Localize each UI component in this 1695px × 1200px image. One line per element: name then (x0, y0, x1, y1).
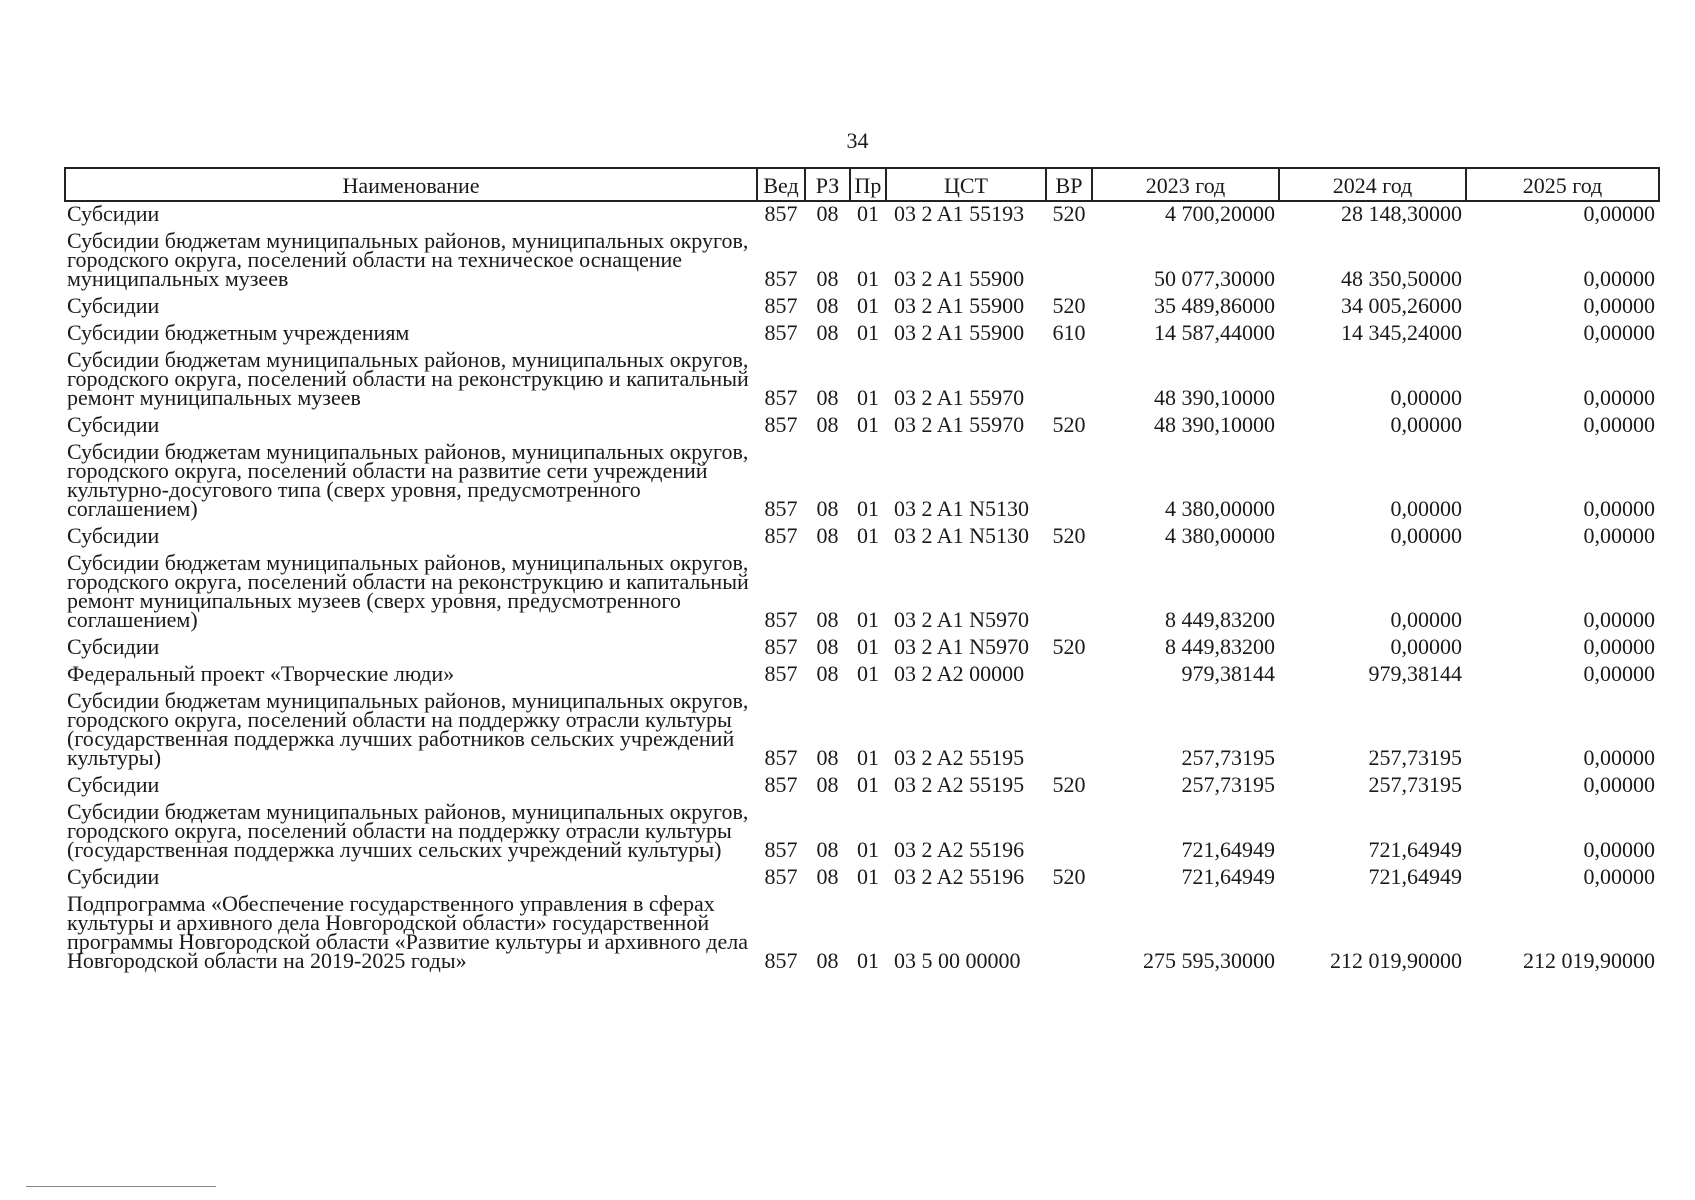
cell-2023: 14 587,44000 (1154, 321, 1275, 345)
cell-2023: 257,73195 (1181, 773, 1275, 797)
cell-2024: 0,00000 (1390, 635, 1462, 659)
table-row (65, 321, 1659, 348)
cell-2025: 0,00000 (1583, 201, 1655, 226)
header-vr: ВР (1046, 168, 1092, 201)
cell-cst: 03 2 A2 00000 (894, 662, 1025, 686)
cell-name: Субсидии (67, 635, 160, 659)
cell-name: Субсидии (67, 294, 160, 318)
cell-name: Субсидии бюджетам муниципальных районов, муниципальных округов, городского округа, поселений области на развитие сети учреждений культурно-досугового типа (сверх уровня, предусмотренного соглашением) (67, 440, 749, 521)
table-row (65, 348, 1659, 413)
cell-2024: 212 019,90000 (1330, 948, 1462, 973)
cell-rz: 08 (816, 266, 839, 291)
cell-pr: 01 (857, 385, 879, 410)
cell-ved: 857 (764, 635, 798, 659)
table-row (65, 413, 1659, 440)
page-number: 34 (846, 128, 869, 153)
cell-vr (1046, 440, 1092, 524)
cell-2025: 0,00000 (1583, 294, 1655, 318)
table-row (65, 892, 1659, 976)
cell-rz: 08 (816, 948, 839, 973)
cell-2024: 721,64949 (1368, 837, 1462, 862)
cell-rz: 08 (816, 496, 839, 521)
cell-pr: 01 (857, 266, 879, 291)
cell-2024: 0,00000 (1390, 496, 1462, 521)
cell-2024: 257,73195 (1368, 773, 1462, 797)
cell-rz: 08 (816, 294, 839, 318)
cell-2025: 0,00000 (1583, 865, 1655, 889)
cell-2023: 4 700,20000 (1165, 201, 1275, 226)
cell-cst: 03 2 A2 55196 (894, 837, 1025, 862)
table-row (65, 229, 1659, 294)
cell-ved: 857 (764, 607, 798, 632)
cell-2025: 0,00000 (1583, 496, 1655, 521)
cell-rz: 08 (816, 773, 839, 797)
cell-name: Субсидии бюджетным учреждениям (67, 321, 410, 345)
header-ved: Вед (757, 168, 805, 201)
cell-2025: 0,00000 (1583, 662, 1655, 686)
cell-name: Субсидии (67, 773, 160, 797)
cell-ved: 857 (764, 201, 798, 226)
cell-2025: 0,00000 (1583, 413, 1655, 437)
cell-ved: 857 (764, 413, 798, 437)
table-row (65, 689, 1659, 773)
cell-2023: 50 077,30000 (1154, 266, 1275, 291)
cell-2023: 4 380,00000 (1165, 496, 1275, 521)
cell-ved: 857 (764, 321, 798, 345)
cell-pr: 01 (857, 837, 879, 862)
table-row (65, 201, 1659, 229)
cell-vr: 610 (1052, 321, 1086, 345)
table-header-row (65, 168, 1659, 201)
cell-vr (1046, 229, 1092, 294)
table-row (65, 440, 1659, 524)
cell-name: Федеральный проект «Творческие люди» (67, 662, 455, 686)
cell-vr: 520 (1052, 773, 1086, 797)
cell-pr: 01 (857, 948, 879, 973)
cell-cst: 03 2 A1 55193 (894, 201, 1025, 226)
budget-table (64, 167, 1660, 976)
cell-name: Субсидии бюджетам муниципальных районов, муниципальных округов, городского округа, поселений области на реконструкцию и капитальный ремонт муниципальных музеев (сверх уровня, предусмотренного соглашением) (67, 551, 749, 632)
cell-vr (1046, 551, 1092, 635)
cell-rz: 08 (816, 607, 839, 632)
cell-2025: 212 019,90000 (1523, 948, 1655, 973)
cell-cst: 03 2 A1 55970 (894, 385, 1025, 410)
table-row (65, 524, 1659, 551)
cell-cst: 03 2 A1 N5970 (894, 607, 1030, 632)
cell-name: Субсидии бюджетам муниципальных районов, муниципальных округов, городского округа, поселений области на техническое оснащение муниципальных музеев (67, 229, 749, 291)
table-row (65, 551, 1659, 635)
cell-2023: 35 489,86000 (1154, 294, 1275, 318)
cell-2023: 257,73195 (1181, 745, 1275, 770)
cell-ved: 857 (764, 745, 798, 770)
table-row (65, 773, 1659, 800)
cell-2025: 0,00000 (1583, 524, 1655, 548)
cell-pr: 01 (857, 635, 879, 659)
cell-cst: 03 2 A1 55900 (894, 294, 1025, 318)
cell-rz: 08 (816, 865, 839, 889)
cell-pr: 01 (857, 413, 879, 437)
cell-2025: 0,00000 (1583, 745, 1655, 770)
header-name: Наименование (65, 168, 757, 201)
cell-2023: 721,64949 (1181, 865, 1275, 889)
cell-vr (1046, 689, 1092, 773)
cell-2025: 0,00000 (1583, 266, 1655, 291)
cell-ved: 857 (764, 948, 798, 973)
cell-vr: 520 (1052, 635, 1086, 659)
cell-rz: 08 (816, 201, 839, 226)
cell-vr: 520 (1052, 865, 1086, 889)
cell-pr: 01 (857, 773, 879, 797)
cell-rz: 08 (816, 524, 839, 548)
cell-2025: 0,00000 (1583, 321, 1655, 345)
cell-2024: 34 005,26000 (1341, 294, 1462, 318)
cell-2023: 48 390,10000 (1154, 413, 1275, 437)
header-2023: 2023 год (1092, 168, 1279, 201)
cell-ved: 857 (764, 294, 798, 318)
cell-cst: 03 2 A1 N5130 (894, 496, 1030, 521)
cell-vr (1046, 348, 1092, 413)
cell-vr: 520 (1052, 413, 1086, 437)
cell-cst: 03 5 00 00000 (894, 948, 1021, 973)
cell-vr (1046, 662, 1092, 689)
cell-ved: 857 (764, 773, 798, 797)
cell-cst: 03 2 A1 55900 (894, 321, 1025, 345)
cell-rz: 08 (816, 321, 839, 345)
cell-2025: 0,00000 (1583, 773, 1655, 797)
cell-pr: 01 (857, 865, 879, 889)
cell-cst: 03 2 A1 N5130 (894, 524, 1030, 548)
cell-2025: 0,00000 (1583, 635, 1655, 659)
cell-cst: 03 2 A1 55970 (894, 413, 1025, 437)
cell-2024: 0,00000 (1390, 607, 1462, 632)
cell-name: Субсидии бюджетам муниципальных районов, муниципальных округов, городского округа, поселений области на реконструкцию и капитальный ремонт муниципальных музеев (67, 348, 749, 410)
cell-2024: 28 148,30000 (1341, 201, 1462, 226)
cell-pr: 01 (857, 496, 879, 521)
cell-2023: 275 595,30000 (1143, 948, 1275, 973)
cell-rz: 08 (816, 745, 839, 770)
cell-ved: 857 (764, 266, 798, 291)
cell-pr: 01 (857, 745, 879, 770)
header-rz: РЗ (805, 168, 850, 201)
cell-2023: 8 449,83200 (1165, 607, 1275, 632)
cell-name: Субсидии (67, 413, 160, 437)
cell-vr: 520 (1052, 294, 1086, 318)
cell-cst: 03 2 A1 N5970 (894, 635, 1030, 659)
cell-2024: 0,00000 (1390, 524, 1462, 548)
cell-name: Субсидии бюджетам муниципальных районов, муниципальных округов, городского округа, поселений области на поддержку отрасли культуры (государственная поддержка лучших работников сельских учреждений культуры) (67, 689, 749, 770)
cell-cst: 03 2 A2 55195 (894, 745, 1025, 770)
cell-name: Субсидии (67, 201, 160, 226)
cell-rz: 08 (816, 837, 839, 862)
cell-2023: 8 449,83200 (1165, 635, 1275, 659)
cell-2024: 0,00000 (1390, 413, 1462, 437)
cell-name: Субсидии бюджетам муниципальных районов, муниципальных округов, городского округа, поселений области на поддержку отрасли культуры (государственная поддержка лучших сельских учреждений культуры) (67, 800, 749, 862)
cell-2024: 0,00000 (1390, 385, 1462, 410)
cell-ved: 857 (764, 662, 798, 686)
cell-2024: 721,64949 (1368, 865, 1462, 889)
cell-2023: 4 380,00000 (1165, 524, 1275, 548)
cell-2023: 721,64949 (1181, 837, 1275, 862)
cell-ved: 857 (764, 524, 798, 548)
cell-2023: 48 390,10000 (1154, 385, 1275, 410)
cell-rz: 08 (816, 662, 839, 686)
header-2024: 2024 год (1279, 168, 1466, 201)
cell-2025: 0,00000 (1583, 385, 1655, 410)
cell-vr: 520 (1052, 524, 1086, 548)
cell-rz: 08 (816, 385, 839, 410)
cell-cst: 03 2 A2 55195 (894, 773, 1025, 797)
table-row (65, 800, 1659, 865)
cell-cst: 03 2 A2 55196 (894, 865, 1025, 889)
cell-pr: 01 (857, 662, 879, 686)
table-row (65, 865, 1659, 892)
cell-2025: 0,00000 (1583, 607, 1655, 632)
cell-2024: 48 350,50000 (1341, 266, 1462, 291)
cell-vr (1046, 800, 1092, 865)
cell-vr: 520 (1052, 201, 1086, 226)
cell-ved: 857 (764, 496, 798, 521)
cell-cst: 03 2 A1 55900 (894, 266, 1025, 291)
cell-pr: 01 (857, 294, 879, 318)
header-cst: ЦСТ (886, 168, 1046, 201)
footnote-divider (26, 1186, 216, 1187)
cell-rz: 08 (816, 413, 839, 437)
cell-name: Субсидии (67, 524, 160, 548)
cell-2024: 257,73195 (1368, 745, 1462, 770)
cell-ved: 857 (764, 385, 798, 410)
cell-2024: 14 345,24000 (1341, 321, 1462, 345)
table-row (65, 662, 1659, 689)
cell-pr: 01 (857, 607, 879, 632)
cell-pr: 01 (857, 524, 879, 548)
header-2025: 2025 год (1466, 168, 1659, 201)
cell-2025: 0,00000 (1583, 837, 1655, 862)
table-row (65, 294, 1659, 321)
table-row (65, 635, 1659, 662)
header-pr: Пр (850, 168, 886, 201)
cell-name: Подпрограмма «Обеспечение государственного управления в сферах культуры и архивного дела Новгородской области» государственной программы Новгородской области «Развитие культуры и архивного дела Новгородской области на 2019-2025 годы» (67, 892, 748, 973)
cell-ved: 857 (764, 837, 798, 862)
cell-2023: 979,38144 (1181, 662, 1275, 686)
cell-ved: 857 (764, 865, 798, 889)
cell-vr (1046, 892, 1092, 976)
cell-rz: 08 (816, 635, 839, 659)
cell-pr: 01 (857, 321, 879, 345)
cell-2024: 979,38144 (1368, 662, 1462, 686)
cell-name: Субсидии (67, 865, 160, 889)
cell-pr: 01 (857, 201, 879, 226)
